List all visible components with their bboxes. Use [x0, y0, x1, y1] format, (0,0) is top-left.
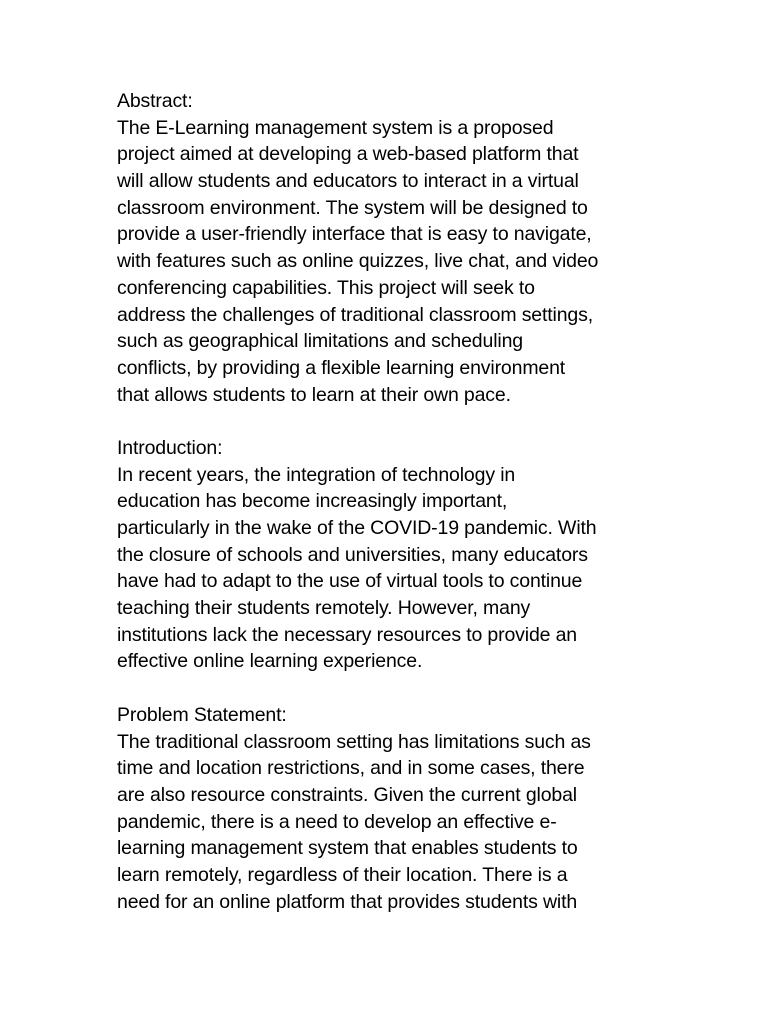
- document-body: [117, 88, 662, 915]
- paragraph-line: The E-Learning management system is a proposed: [117, 116, 554, 139]
- paragraph-line: teaching their students remotely. However, many: [117, 597, 531, 620]
- abstract-section: [117, 88, 662, 408]
- paragraph-line: have had to adapt to the use of virtual tools to continue: [117, 570, 583, 593]
- abstract-heading: Abstract:: [117, 90, 193, 112]
- paragraph-line: The traditional classroom setting has limitations such as: [117, 730, 591, 753]
- paragraph-line: are also resource constraints. Given the current global: [117, 783, 577, 806]
- paragraph-line: project aimed at developing a web-based platform that: [117, 143, 579, 166]
- introduction-paragraph: [117, 462, 662, 676]
- paragraph-line: conflicts, by providing a flexible learning environment: [117, 356, 566, 379]
- paragraph-line: learn remotely, regardless of their location. There is a: [117, 863, 568, 886]
- introduction-section: [117, 435, 662, 675]
- problem-statement-paragraph: [117, 729, 662, 916]
- paragraph-line: learning management system that enables students to: [117, 837, 578, 860]
- paragraph-line: institutions lack the necessary resources to provide an: [117, 623, 577, 646]
- problem-statement-heading: Problem Statement:: [117, 703, 287, 726]
- paragraph-line: that allows students to learn at their own pace.: [117, 383, 511, 406]
- paragraph-line: education has become increasingly important,: [117, 490, 508, 513]
- paragraph-line: such as geographical limitations and scheduling: [117, 330, 523, 353]
- paragraph-line: will allow students and educators to interact in a virtual: [117, 170, 579, 193]
- paragraph-line: address the challenges of traditional classroom settings,: [117, 303, 593, 326]
- paragraph-line: pandemic, there is a need to develop an effective e-: [117, 810, 557, 833]
- paragraph-line: effective online learning experience.: [117, 650, 423, 673]
- paragraph-line: need for an online platform that provides students with: [117, 890, 578, 913]
- paragraph-line: particularly in the wake of the COVID-19 pandemic. With: [117, 517, 597, 539]
- paragraph-line: conferencing capabilities. This project will seek to: [117, 276, 535, 299]
- paragraph-line: with features such as online quizzes, live chat, and video: [117, 250, 599, 273]
- introduction-heading: Introduction:: [117, 436, 223, 459]
- abstract-paragraph: [117, 115, 662, 409]
- paragraph-line: In recent years, the integration of technology in: [117, 463, 516, 486]
- paragraph-line: time and location restrictions, and in some cases, there: [117, 757, 585, 780]
- paragraph-line: provide a user-friendly interface that is easy to navigate,: [117, 223, 592, 246]
- paragraph-line: the closure of schools and universities, many educators: [117, 543, 588, 566]
- paragraph-line: classroom environment. The system will be designed to: [117, 196, 588, 219]
- problem-statement-section: [117, 702, 662, 916]
